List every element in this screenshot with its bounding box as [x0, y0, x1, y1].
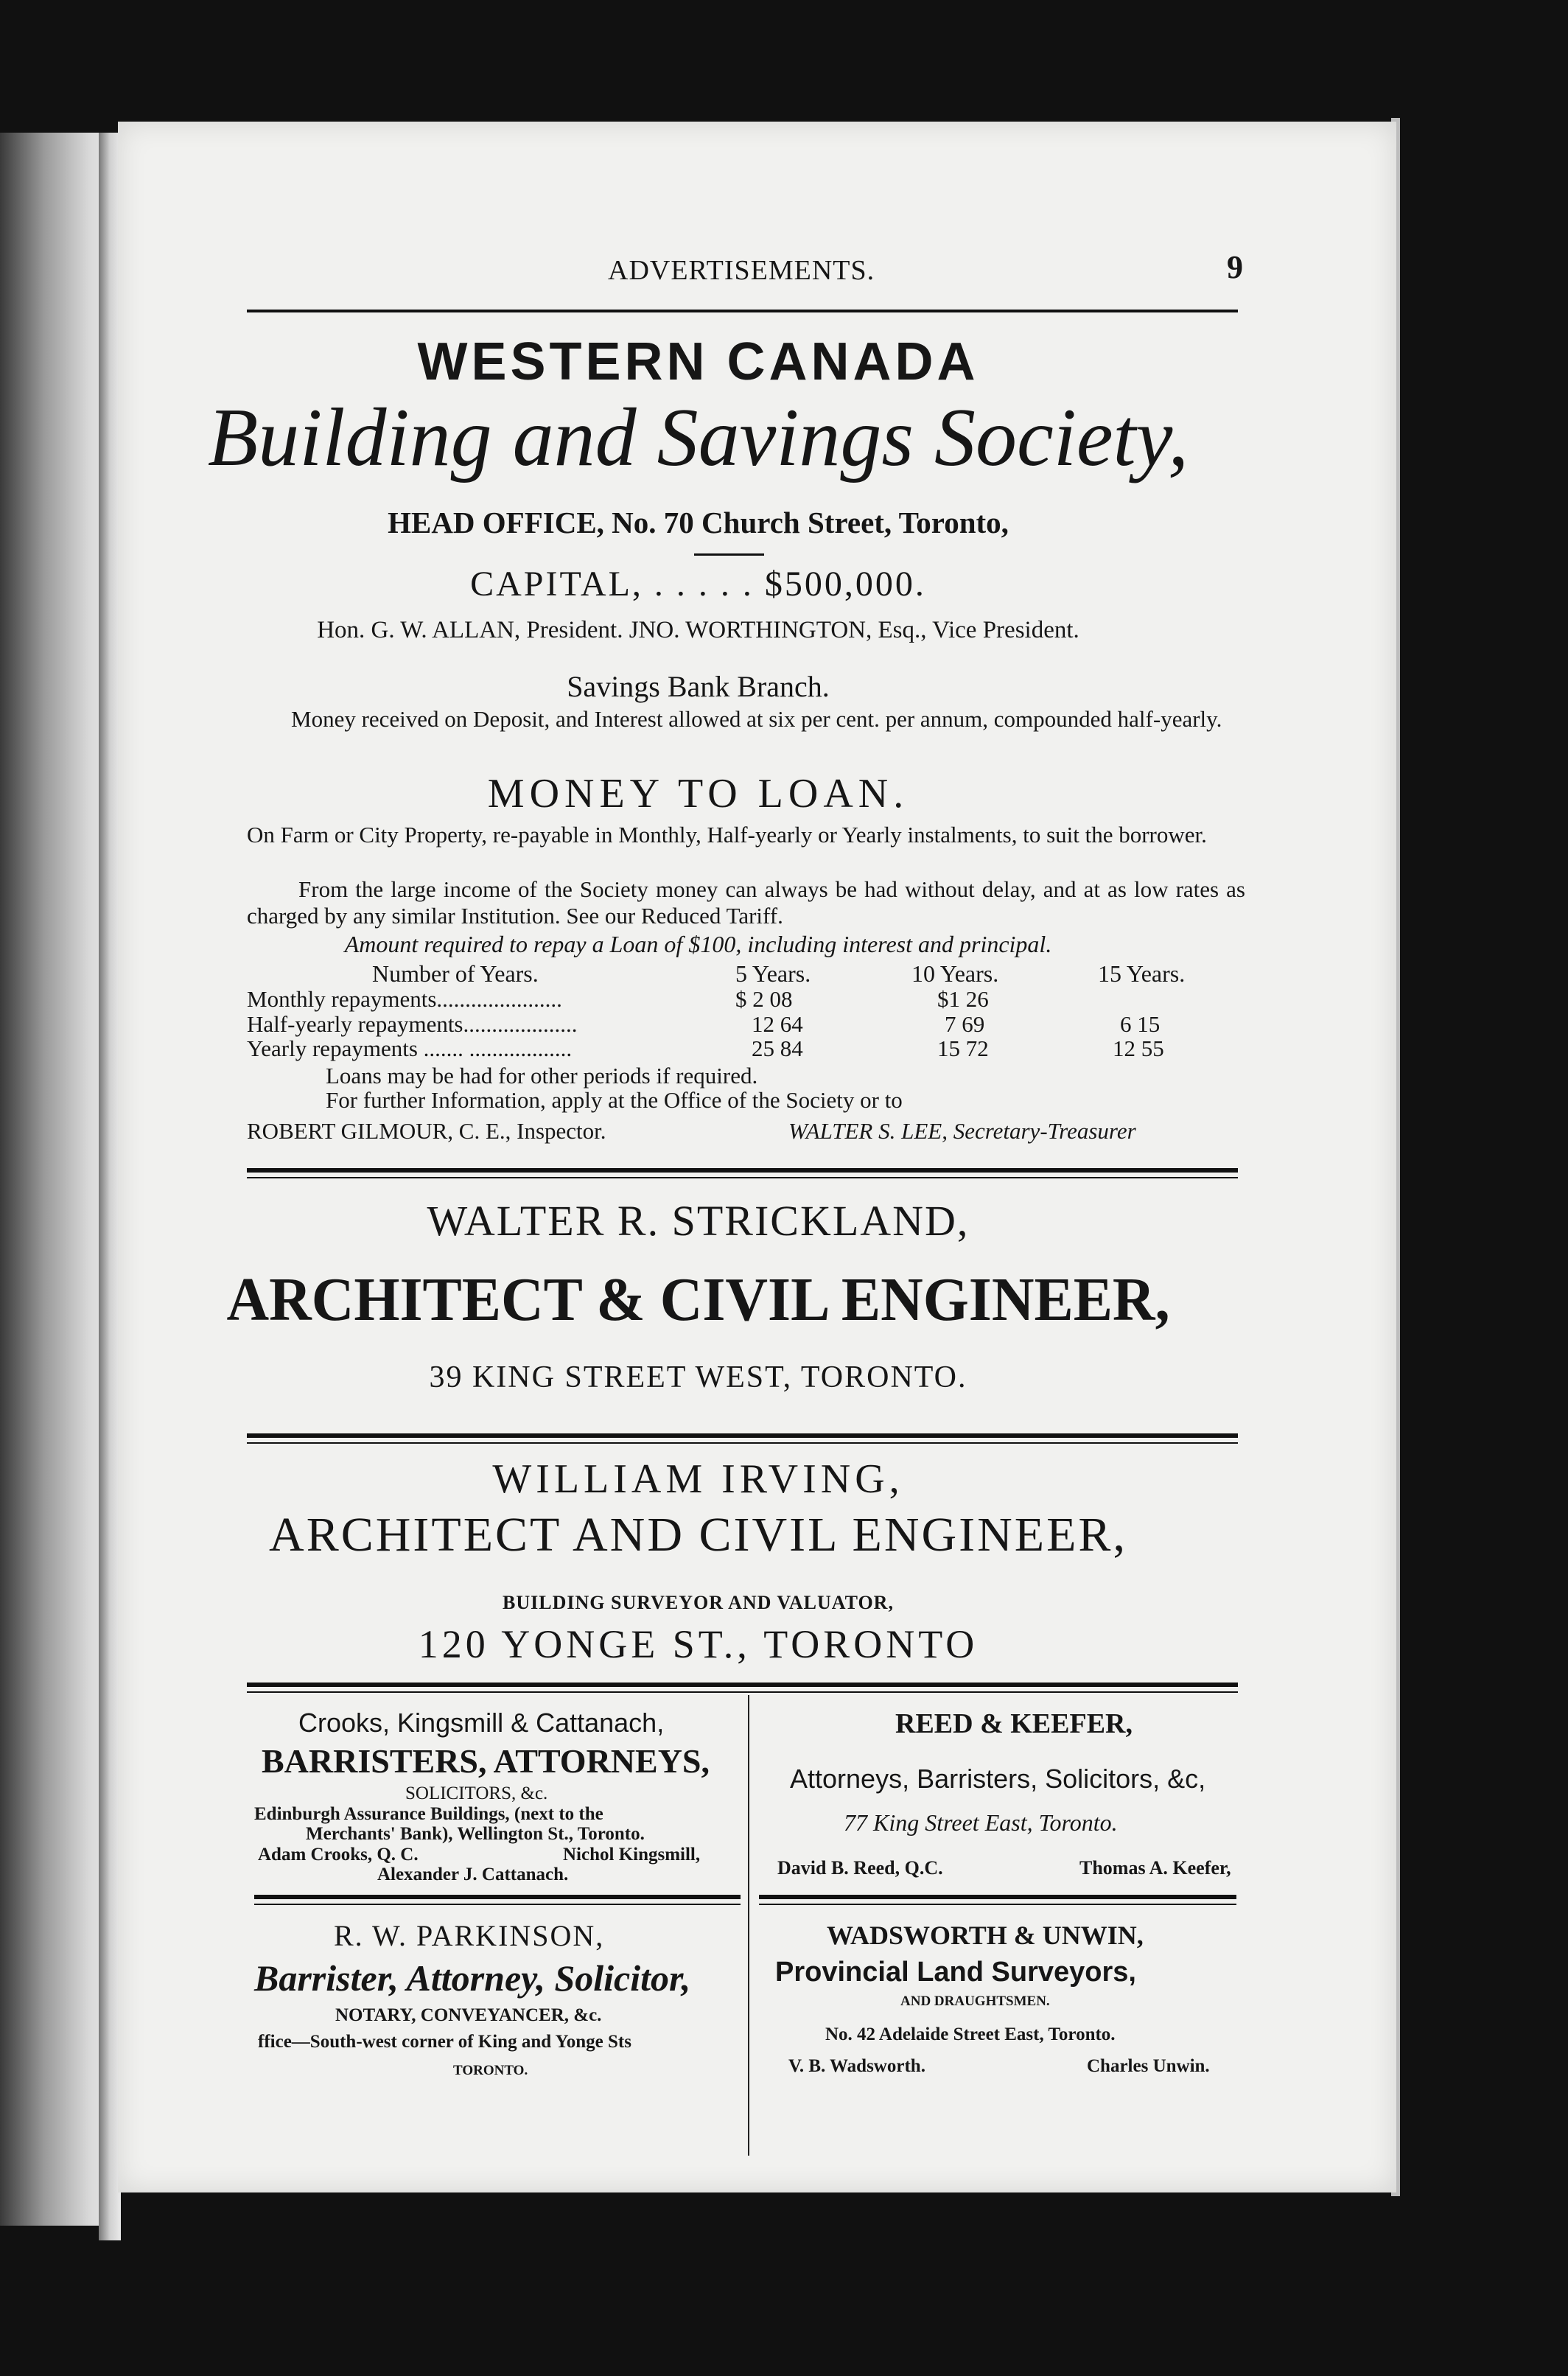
- section-rule: [759, 1904, 1236, 1905]
- parkinson-title: Barrister, Attorney, Solicitor,: [254, 1957, 691, 1999]
- savings-text: Money received on Deposit, and Interest allowed at six per cent. per annum, compounded half-yearly.: [291, 706, 1222, 732]
- table-header: 15 Years.: [1098, 960, 1186, 987]
- section-rule: [247, 1433, 1238, 1438]
- wadsworth-title: Provincial Land Surveyors,: [775, 1957, 1136, 1988]
- reed-partner: Thomas A. Keefer,: [1079, 1857, 1231, 1879]
- divider: [694, 553, 764, 556]
- table-cell: Yearly repayments ....... ..................: [247, 1035, 573, 1061]
- reed-firm: REED & KEEFER,: [895, 1708, 1133, 1739]
- head-office: HEAD OFFICE, No. 70 Church Street, Toronto,: [388, 506, 1009, 539]
- crooks-partner: Adam Crooks, Q. C.: [258, 1845, 419, 1865]
- crooks-partner: Nichol Kingsmill,: [563, 1845, 701, 1865]
- parkinson-address: ffice—South-west corner of King and Yonge Sts: [258, 2032, 631, 2052]
- irving-subtitle: BUILDING SURVEYOR AND VALUATOR,: [503, 1592, 894, 1613]
- irving-address: 120 YONGE ST., TORONTO: [418, 1622, 979, 1666]
- officers: Hon. G. W. ALLAN, President. JNO. WORTHINGTON, Esq., Vice President.: [317, 617, 1079, 643]
- parkinson-subtitle: NOTARY, CONVEYANCER, &c.: [335, 2005, 602, 2025]
- strickland-address: 39 KING STREET WEST, TORONTO.: [429, 1360, 967, 1394]
- reed-address: 77 King Street East, Toronto.: [844, 1809, 1118, 1836]
- parkinson-city: TORONTO.: [453, 2063, 528, 2078]
- table-caption: Amount required to repay a Loan of $100, including interest and principal.: [344, 931, 1052, 957]
- crooks-address: Edinburgh Assurance Buildings, (next to the: [254, 1804, 603, 1824]
- table-cell: 7 69: [945, 1011, 985, 1037]
- table-cell: 25 84: [752, 1035, 803, 1061]
- wadsworth-firm: WADSWORTH & UNWIN,: [827, 1921, 1144, 1950]
- column-divider: [748, 1695, 749, 2156]
- table-cell: Half-yearly repayments....................: [247, 1011, 578, 1037]
- section-rule: [759, 1895, 1236, 1899]
- loan-note: For further Information, apply at the Office of the Society or to: [326, 1087, 903, 1113]
- table-header: 5 Years.: [735, 960, 811, 987]
- parkinson-name: R. W. PARKINSON,: [334, 1919, 605, 1952]
- table-cell: 12 55: [1113, 1035, 1164, 1061]
- table-header: 10 Years.: [911, 960, 999, 987]
- wadsworth-address: No. 42 Adelaide Street East, Toronto.: [825, 2024, 1116, 2044]
- section-rule: [254, 1895, 741, 1899]
- loan-note: Loans may be had for other periods if required.: [326, 1063, 758, 1089]
- table-cell: 15 72: [937, 1035, 989, 1061]
- section-rule: [254, 1904, 741, 1905]
- crooks-partner: Alexander J. Cattanach.: [377, 1865, 569, 1884]
- advertisement-page: [118, 122, 1396, 2192]
- table-header: Number of Years.: [372, 960, 539, 987]
- irving-title: ARCHITECT AND CIVIL ENGINEER,: [269, 1508, 1127, 1562]
- table-cell: $1 26: [937, 986, 989, 1012]
- society-name: Building and Savings Society,: [207, 392, 1189, 483]
- page-number: 9: [1227, 249, 1243, 285]
- table-cell: 12 64: [752, 1011, 803, 1037]
- section-rule: [247, 1691, 1238, 1693]
- strickland-title: ARCHITECT & CIVIL ENGINEER,: [226, 1265, 1170, 1334]
- secretary: WALTER S. LEE, Secretary-Treasurer: [788, 1118, 1136, 1144]
- crooks-title: BARRISTERS, ATTORNEYS,: [262, 1742, 710, 1780]
- section-rule: [247, 1442, 1238, 1444]
- loan-text-2: From the large income of the Society money can always be had without delay, and at as low rates as charged by any similar Institution. See our Reduced Tariff.: [247, 876, 1245, 929]
- strickland-name: WALTER R. STRICKLAND,: [427, 1197, 970, 1245]
- wadsworth-partner: V. B. Wadsworth.: [788, 2056, 925, 2076]
- section-rule: [247, 1168, 1238, 1173]
- inspector: ROBERT GILMOUR, C. E., Inspector.: [247, 1118, 606, 1144]
- table-cell: 6 15: [1120, 1011, 1161, 1037]
- running-header: ADVERTISEMENTS.: [608, 255, 875, 286]
- table-cell: Monthly repayments......................: [247, 986, 562, 1012]
- crooks-firm: Crooks, Kingsmill & Cattanach,: [298, 1708, 665, 1738]
- reed-title: Attorneys, Barristers, Solicitors, &c,: [790, 1764, 1206, 1794]
- savings-heading: Savings Bank Branch.: [567, 670, 830, 703]
- header-rule: [247, 310, 1238, 312]
- section-rule: [247, 1683, 1238, 1687]
- crooks-solicitors: SOLICITORS, &c.: [405, 1783, 548, 1803]
- wadsworth-partner: Charles Unwin.: [1087, 2056, 1210, 2076]
- wadsworth-subtitle: AND DRAUGHTSMEN.: [900, 1994, 1050, 2009]
- capital: CAPITAL, . . . . . $500,000.: [470, 565, 926, 604]
- crooks-address: Merchants' Bank), Wellington St., Toronto.: [306, 1824, 645, 1844]
- irving-name: WILLIAM IRVING,: [492, 1456, 904, 1502]
- section-rule: [247, 1177, 1238, 1178]
- loan-heading: MONEY TO LOAN.: [487, 771, 909, 817]
- reed-partner: David B. Reed, Q.C.: [777, 1857, 943, 1879]
- western-canada-name: WESTERN CANADA: [417, 332, 979, 391]
- loan-text-1: On Farm or City Property, re-payable in Monthly, Half-yearly or Yearly instalments, to suit the borrower.: [247, 822, 1207, 848]
- table-cell: $ 2 08: [735, 986, 793, 1012]
